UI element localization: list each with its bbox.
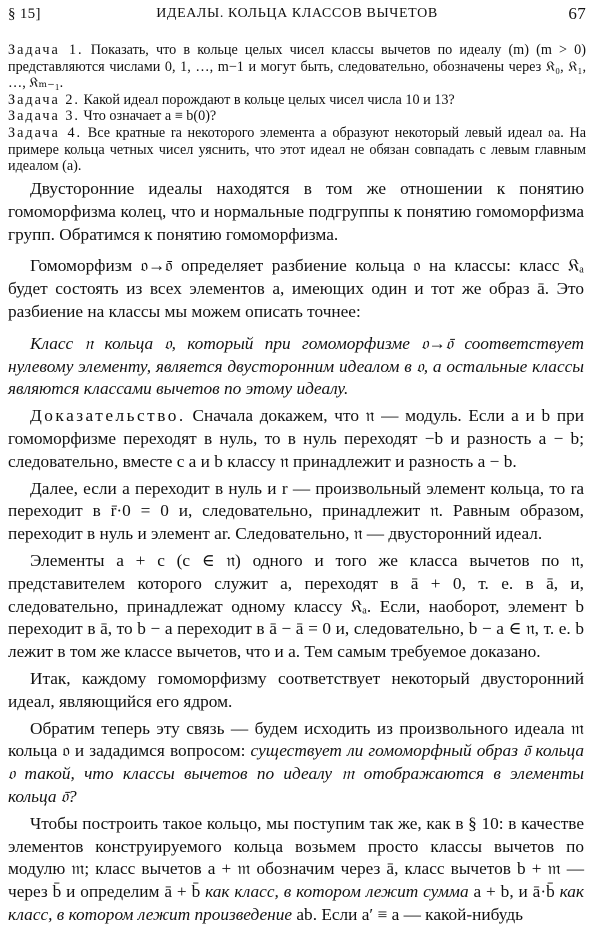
paragraph-ideal: Далее, если a переходит в нуль и r — произвольный элемент кольца, то ra переходит в r̄·0 = 0 и, следовательно, принадлежит 𝔫. Равным образом, переходит в нуль и элемент ar. Следовательно, 𝔫 — двусторонний идеал.: [8, 478, 584, 544]
exercise-4: [8, 125, 586, 175]
proof-label: Доказательство.: [30, 406, 186, 426]
exercise-text: Показать, что в кольце целых чисел классы вычетов по идеалу (m) (m > 0) представляются числами 0, 1, …, m−1 и могут быть, следовательно, обозначены через 𝔎₀, 𝔎₁, …, 𝔎ₘ₋₁.: [8, 42, 586, 92]
paragraph-residue-classes: Элементы a + c (c ∈ 𝔫) одного и того же класса вычетов по 𝔫, представителем которого служит a, переходят в ā + 0, т. е. в ā, и, следовательно, принадлежат одному классу 𝔎ₐ. Если, наоборот, элемент b переходит в ā, то b − a переходит в ā − ā = 0 и, следовательно, b − a ∈ 𝔫, т. е. b лежит в том же классе вычетов, что и a. Тем самым требуемое доказано.: [8, 550, 584, 662]
paragraph-converse: [8, 718, 584, 809]
theorem-statement: Класс 𝔫 кольца 𝔬, который при гомоморфизме 𝔬→𝔬̄ соответствует нулевому элементу, является двусторонним идеалом в 𝔬, а остальные классы являются классами вычетов по этому идеалу.: [8, 333, 584, 399]
construction-text-2: a + b, и ā·b̄: [468, 882, 560, 902]
construction-text-3: ab. Если a′ ≡ a — какой-нибудь: [292, 904, 524, 924]
running-header: [8, 4, 586, 26]
proof-text: Сначала докажем, что 𝔫 — модуль. Если a и b при гомоморфизме переходят в нуль, то в нуль переходят −b и разность a − b; следовательно, вместе с a и b классу 𝔫 принадлежит и разность a − b.: [8, 406, 584, 471]
paragraph-construction: [8, 813, 584, 927]
main-text: [8, 178, 584, 927]
running-title: ИДЕАЛЫ. КОЛЬЦА КЛАССОВ ВЫЧЕТОВ: [156, 6, 438, 21]
exercise-3: [8, 108, 586, 125]
section-marker: § 15]: [8, 6, 41, 22]
exercise-label: Задача 4.: [8, 124, 83, 141]
exercise-label: Задача 3.: [8, 108, 80, 125]
page-number: 67: [568, 4, 586, 23]
converse-text: Обратим теперь эту связь — будем исходить из произвольного идеала 𝔪 кольца 𝔬 и зададимся вопросом:: [8, 718, 584, 761]
exercise-2: [8, 92, 586, 109]
construction-text-1: Чтобы построить такое кольцо, мы поступим так же, как в § 10: в качестве элементов конструируемого кольца возьмем просто классы вычетов по модулю 𝔪; класс вычетов a + 𝔪 обозначим через ā, класс вычетов b + 𝔪 — через b̄ и определим ā + b̄: [8, 813, 584, 902]
converse-question: существует ли гомоморфный образ 𝔬̄ кольца 𝔬 такой, что классы вычетов по идеалу 𝔪 отображаются в элементы кольца 𝔬̄?: [8, 741, 584, 806]
construction-italic-1: как класс, в котором лежит сумма: [205, 882, 469, 902]
paragraph-kernel: Итак, каждому гомоморфизму соответствует некоторый двусторонний идеал, являющийся его ядром.: [8, 668, 584, 711]
proof-paragraph: [8, 405, 584, 473]
paragraph-intro: Двусторонние идеалы находятся в том же отношении к понятию гомоморфизма колец, что и нормальные подгруппы к понятию гомоморфизма групп. Обратимся к понятию гомоморфизма.: [8, 179, 584, 244]
exercise-text: Какой идеал порождают в кольце целых чисел числа 10 и 13?: [83, 91, 455, 108]
construction-italic-2: как класс, в котором лежит произведение: [8, 882, 584, 924]
exercise-label: Задача 1.: [8, 42, 84, 58]
exercise-1: [8, 42, 586, 92]
exercise-text: Все кратные ra некоторого элемента a образуют некоторый левый идеал 𝔬a. На примере кольца четных чисел уяснить, что этот идеал не обязан совпадать с левым главным идеалом (a).: [8, 124, 587, 175]
paragraph-homomorphism: Гомоморфизм 𝔬→𝔬̄ определяет разбиение кольца 𝔬 на классы: класс 𝔎ₐ будет состоять из всех элементов a, имеющих один и тот же образ ā. Это разбиение на классы мы можем описать точнее:: [8, 256, 584, 321]
exercises-block: [8, 42, 586, 175]
exercise-label: Задача 2.: [8, 91, 80, 108]
exercise-text: Что означает a ≡ b(0)?: [83, 108, 217, 125]
